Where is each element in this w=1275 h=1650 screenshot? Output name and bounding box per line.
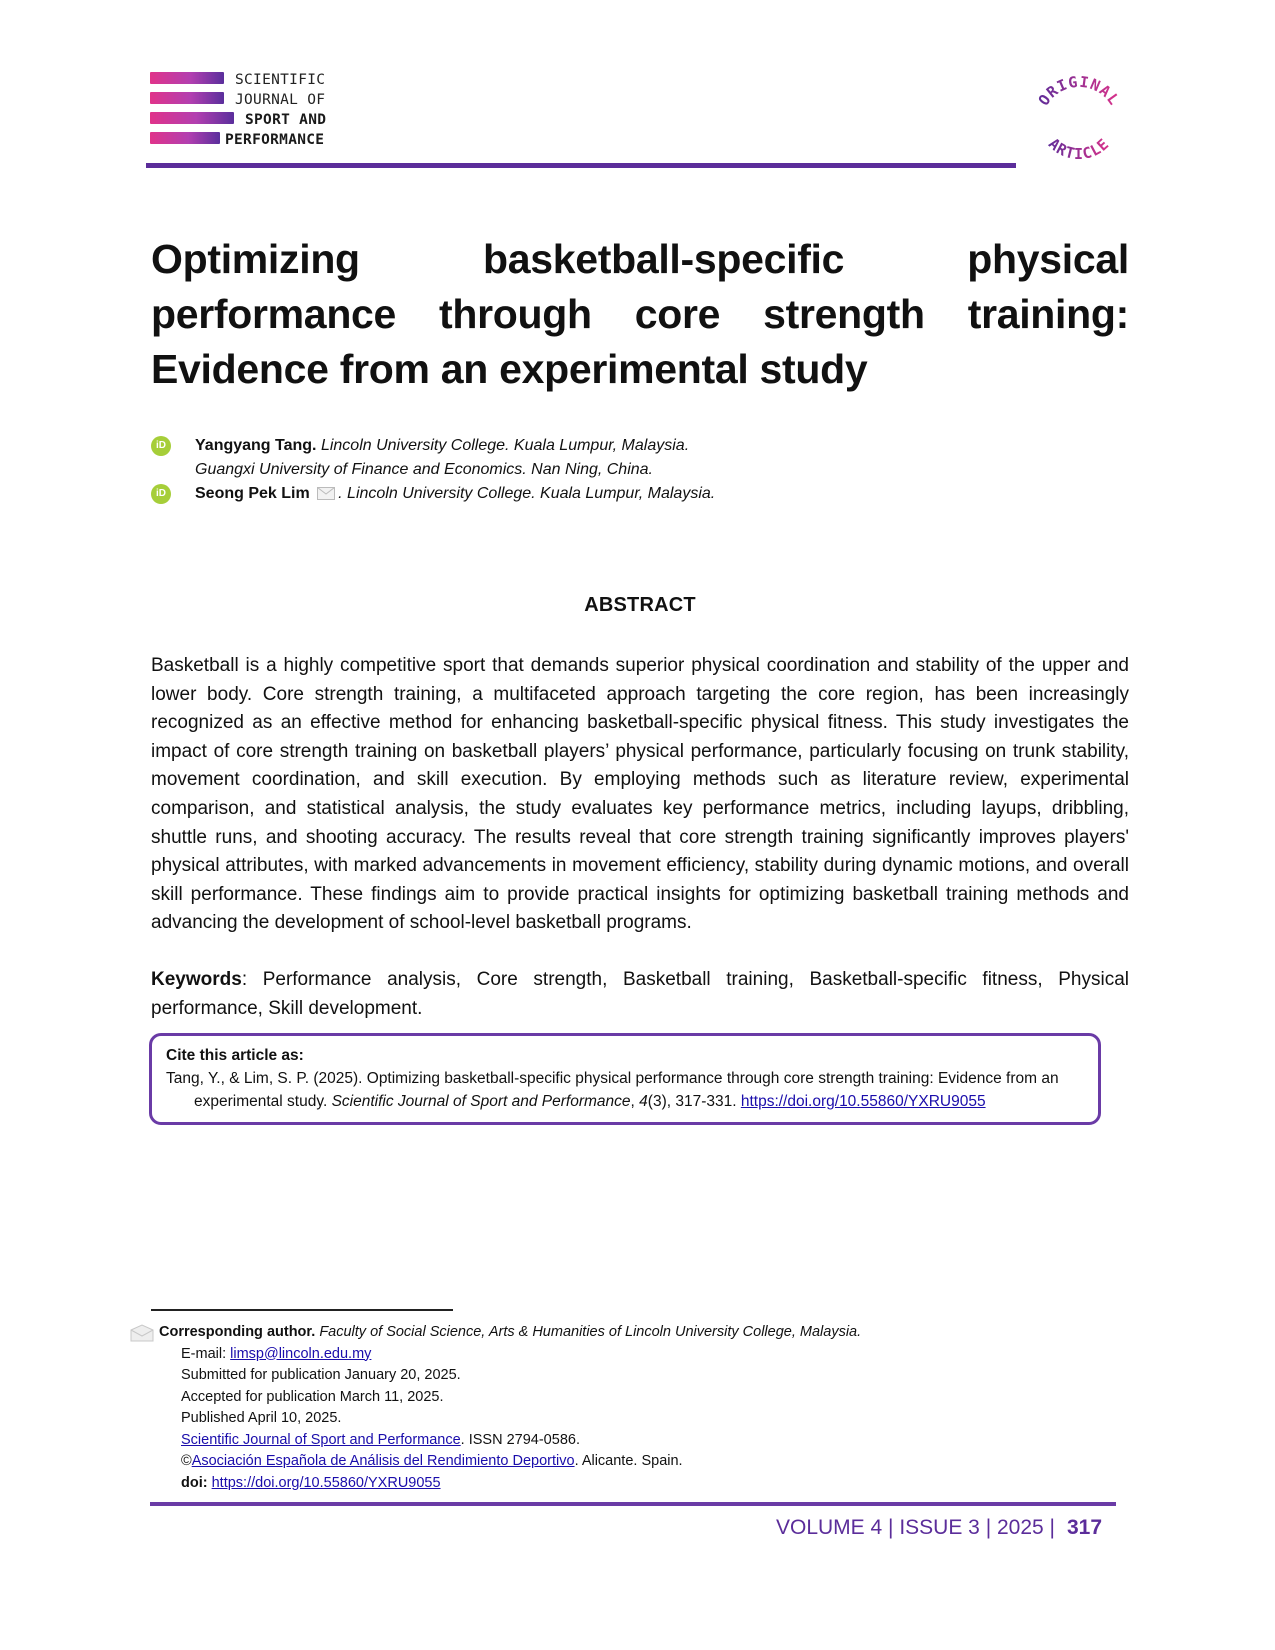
citation-text: Tang, Y., & Lim, S. P. (2025). Optimizing basketball-specific physical performance through core strength training: Evidence from an experimental study. Scientific Journal of Sport and Performance, 4(3), 317-331. https://doi.org/10.55860/YXRU9055 bbox=[166, 1070, 1059, 1110]
accepted-date: Accepted for publication March 11, 2025. bbox=[181, 1388, 444, 1405]
keywords bbox=[151, 966, 1129, 1023]
header-rule bbox=[146, 163, 1016, 168]
article-title: Optimizing basketball-specific physical performance through core strength training: Evidence from an experimental study bbox=[151, 236, 1129, 392]
citation-journal: Scientific Journal of Sport and Performance bbox=[331, 1093, 631, 1110]
author-list bbox=[151, 434, 851, 506]
keywords-list: : Performance analysis, Core strength, Basketball training, Basketball-specific fitness, Physical performance, Skill development. bbox=[151, 969, 1129, 1019]
citation-doi-link[interactable]: https://doi.org/10.55860/YXRU9055 bbox=[740, 1093, 986, 1110]
email-link[interactable]: limsp@lincoln.edu.my bbox=[230, 1345, 372, 1362]
doi-line bbox=[130, 1473, 1080, 1495]
svg-text:ARTICLE bbox=[1045, 135, 1113, 163]
copyright-symbol: © bbox=[181, 1453, 192, 1469]
author-name: Seong Pek Lim bbox=[195, 485, 310, 502]
publisher-link[interactable]: Asociación Española de Análisis del Rendimiento Deportivo bbox=[191, 1453, 575, 1469]
author-entry bbox=[151, 434, 851, 458]
volume-issue-year: VOLUME 4 | ISSUE 3 | 2025 | bbox=[776, 1516, 1055, 1539]
logo-bar bbox=[150, 72, 224, 84]
logo-line-1: SCIENTIFIC bbox=[235, 72, 326, 88]
keywords-label: Keywords bbox=[151, 969, 242, 990]
author-affiliation: . Lincoln University College. Kuala Lumpur, Malaysia. bbox=[338, 485, 716, 502]
corresponding-author-label: Corresponding author. bbox=[159, 1324, 316, 1340]
logo-bar bbox=[150, 92, 224, 104]
author-affiliation-line bbox=[151, 458, 851, 482]
svg-text:ORIGINAL bbox=[1035, 73, 1124, 109]
abstract-heading: ABSTRACT bbox=[584, 594, 696, 616]
orcid-icon[interactable]: iD bbox=[151, 436, 171, 456]
badge-top-text: ORIGINAL bbox=[1034, 72, 1124, 109]
citation-box bbox=[149, 1033, 1101, 1125]
author-entry bbox=[151, 482, 851, 506]
author-name: Yangyang Tang. bbox=[195, 437, 317, 454]
page-info bbox=[776, 1516, 1102, 1540]
logo-bar bbox=[150, 132, 220, 144]
original-article-badge bbox=[1024, 66, 1134, 176]
doi-label: doi: bbox=[181, 1474, 212, 1491]
badge-bottom-text: ARTICLE bbox=[1045, 134, 1113, 163]
citation-authors: Tang, Y., & Lim, S. P. (2025). Optimizing basketball-specific physical performance through core strength training: Evidence from an experimental study. bbox=[166, 1070, 1059, 1110]
citation-issue-pages: (3), 317-331. bbox=[647, 1093, 741, 1110]
publisher-line bbox=[130, 1451, 1080, 1473]
logo-line-2: JOURNAL OF bbox=[235, 92, 326, 108]
email-line bbox=[130, 1344, 1080, 1366]
logo-line-3: SPORT AND bbox=[245, 112, 327, 128]
envelope-icon bbox=[130, 1324, 154, 1342]
email-label: E-mail: bbox=[181, 1345, 231, 1362]
orcid-icon[interactable]: iD bbox=[151, 484, 171, 504]
corresponding-author-affiliation: Faculty of Social Science, Arts & Humanities of Lincoln University College, Malaysia. bbox=[319, 1324, 862, 1340]
issn-line bbox=[130, 1430, 1080, 1452]
published-date: Published April 10, 2025. bbox=[181, 1410, 342, 1426]
citation-heading: Cite this article as: bbox=[166, 1047, 304, 1064]
corresponding-author-line bbox=[130, 1322, 1080, 1344]
footer-rule bbox=[150, 1502, 1116, 1506]
logo-bar bbox=[150, 112, 234, 124]
footnote bbox=[130, 1322, 1080, 1494]
footnote-rule bbox=[151, 1309, 453, 1311]
doi-link[interactable]: https://doi.org/10.55860/YXRU9055 bbox=[211, 1474, 441, 1491]
journal-logo bbox=[150, 70, 350, 150]
issn-text: . ISSN 2794-0586. bbox=[460, 1431, 580, 1448]
abstract-text: Basketball is a highly competitive sport that demands superior physical coordination and stability of the upper and lower body. Core strength training, a multifaceted approach targeting the core region, has been increasingly recognized as an effective method for enhancing basketball-specific physical fitness. This study investigates the impact of core strength training on basketball players’ physical performance, particularly focusing on trunk stability, movement coordination, and skill execution. By employing methods such as literature review, experimental comparison, and statistical analysis, the study evaluates key performance metrics, including layups, dribbling, shuttle runs, and shooting accuracy. The results reveal that core strength training significantly improves players' physical attributes, with marked advancements in movement efficiency, stability during dynamic motions, and overall skill performance. These findings aim to provide practical insights for optimizing basketball training methods and advancing the development of school-level basketball programs. bbox=[151, 655, 1129, 934]
publisher-location: . Alicante. Spain. bbox=[574, 1453, 683, 1469]
citation-volume: 4 bbox=[639, 1093, 648, 1110]
page-number: 317 bbox=[1067, 1516, 1103, 1539]
author-affiliation: Lincoln University College. Kuala Lumpur, Malaysia. bbox=[320, 437, 690, 454]
envelope-icon[interactable] bbox=[317, 487, 335, 500]
logo-line-4: PERFORMANCE bbox=[225, 132, 325, 148]
author-affiliation: Guangxi University of Finance and Economics. Nan Ning, China. bbox=[195, 461, 653, 478]
journal-link[interactable]: Scientific Journal of Sport and Performance bbox=[181, 1431, 461, 1448]
submitted-date: Submitted for publication January 20, 2025. bbox=[181, 1367, 461, 1383]
